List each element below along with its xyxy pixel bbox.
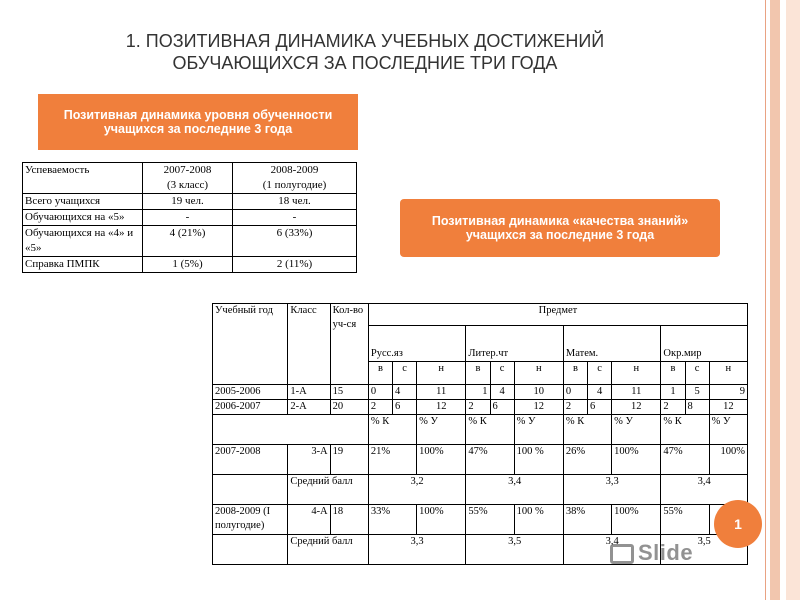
cell: 55% xyxy=(466,505,514,535)
table-row xyxy=(23,226,357,257)
cell: 12 xyxy=(417,400,466,415)
level-s: с xyxy=(685,361,709,384)
cell: 100% xyxy=(709,445,747,475)
cell: 2 xyxy=(466,400,490,415)
cell: 100 % xyxy=(514,505,563,535)
cell: 55% xyxy=(661,505,709,535)
avg-label: Средний балл xyxy=(288,475,368,505)
count-cell: 15 xyxy=(330,385,368,400)
badge-text: 1 xyxy=(734,516,742,532)
level-s: с xyxy=(490,361,514,384)
cell: 47% xyxy=(466,445,514,475)
avg-value: 3,3 xyxy=(563,475,661,505)
cell: 6 xyxy=(588,400,612,415)
cell: 1 xyxy=(466,385,490,400)
avg-value: 3,4 xyxy=(563,535,661,565)
banner-kachestvo xyxy=(400,199,720,257)
year-cell: 2007-2008 xyxy=(213,445,288,475)
title-line-1: 1. ПОЗИТИВНАЯ ДИНАМИКА УЧЕБНЫХ ДОСТИЖЕНИЙ xyxy=(125,31,605,51)
pct-label: % К xyxy=(563,415,611,445)
table-row xyxy=(213,415,748,445)
class-cell: 4-А xyxy=(288,505,330,535)
cell: 4 xyxy=(588,385,612,400)
pct-label: % У xyxy=(417,415,466,445)
count-cell: 19 xyxy=(330,445,368,475)
title-line-2: ОБУЧАЮЩИХСЯ ЗА ПОСЛЕДНИЕ ТРИ ГОДА xyxy=(172,53,558,73)
cell: 6 (33%) xyxy=(233,226,357,257)
level-n: н xyxy=(612,361,661,384)
table-header-row xyxy=(23,163,357,194)
cell: 1 (5%) xyxy=(143,257,233,273)
class-cell: 2-А xyxy=(288,400,330,415)
cell: 12 xyxy=(514,400,563,415)
cell: 11 xyxy=(417,385,466,400)
year-cell: 2005-2006 xyxy=(213,385,288,400)
table-row xyxy=(213,445,748,475)
watermark-text: Slide xyxy=(638,540,694,565)
avg-value: 3,2 xyxy=(368,475,466,505)
presentation-icon xyxy=(610,544,634,564)
cell: 18 чел. xyxy=(233,194,357,210)
header-class: (1 полугодие) xyxy=(262,179,327,191)
level-s: с xyxy=(588,361,612,384)
cell: 11 xyxy=(612,385,661,400)
cell: 1 xyxy=(661,385,685,400)
level-v: в xyxy=(661,361,685,384)
pct-label: % К xyxy=(466,415,514,445)
table-row xyxy=(23,194,357,210)
cell: 100 % xyxy=(514,445,563,475)
pct-label: % У xyxy=(612,415,661,445)
cell: - xyxy=(233,210,357,226)
cell: 6 xyxy=(392,400,416,415)
year-cell: 2008-2009 (I полугодие) xyxy=(213,505,288,535)
cell: 4 (21%) xyxy=(143,226,233,257)
avg-value: 3,4 xyxy=(466,475,564,505)
banner-text: Позитивная динамика «качества знаний» учащихся за последние 3 года xyxy=(431,214,689,242)
cell: 4 xyxy=(490,385,514,400)
border-stripe-outer xyxy=(786,0,800,600)
header-cell xyxy=(143,163,233,194)
cell: 19 чел. xyxy=(143,194,233,210)
row-label: Обучающихся на «4» и «5» xyxy=(23,226,143,257)
cell: 6 xyxy=(490,400,514,415)
subject-russian: Русс.яз xyxy=(368,326,466,361)
row-label: Обучающихся на «5» xyxy=(23,210,143,226)
cell: 10 xyxy=(514,385,563,400)
count-cell: 20 xyxy=(330,400,368,415)
header-cell: Успеваемость xyxy=(23,163,143,194)
cell: 100% xyxy=(612,505,661,535)
pct-label: % У xyxy=(709,415,747,445)
row-label: Всего учащихся xyxy=(23,194,143,210)
cell: 47% xyxy=(661,445,709,475)
cell: 21% xyxy=(368,445,416,475)
header-year: 2007-2008 xyxy=(163,164,212,176)
cell: 12 xyxy=(709,400,747,415)
blank-cell xyxy=(213,475,288,505)
cell: 0 xyxy=(368,385,392,400)
cell: 12 xyxy=(612,400,661,415)
page-title xyxy=(50,30,680,74)
cell: 38% xyxy=(563,505,611,535)
cell: 26% xyxy=(563,445,611,475)
table-row xyxy=(213,475,748,505)
header-class: Класс xyxy=(288,304,330,385)
border-stripe xyxy=(770,0,780,600)
class-cell: 1-А xyxy=(288,385,330,400)
header-year: Учебный год xyxy=(213,304,288,385)
cell: 4 xyxy=(392,385,416,400)
header-class: (3 класс) xyxy=(166,179,209,191)
slide-number-badge xyxy=(714,500,762,548)
class-cell: 3-А xyxy=(288,445,330,475)
level-n: н xyxy=(417,361,466,384)
cell: 5 xyxy=(685,385,709,400)
cell: 8 xyxy=(685,400,709,415)
subject-world: Окр.мир xyxy=(661,326,748,361)
pct-label: % У xyxy=(514,415,563,445)
blank-cell xyxy=(213,415,369,445)
cell: 100% xyxy=(612,445,661,475)
table-row xyxy=(213,385,748,400)
avg-value: 3,5 xyxy=(661,535,748,565)
avg-value: 3,5 xyxy=(466,535,564,565)
header-subject: Предмет xyxy=(368,304,747,326)
pct-label: % К xyxy=(368,415,416,445)
year-cell: 2006-2007 xyxy=(213,400,288,415)
cell: - xyxy=(143,210,233,226)
cell: 9 xyxy=(709,385,747,400)
cell: 2 xyxy=(368,400,392,415)
header-year: 2008-2009 xyxy=(270,164,319,176)
cell: 100% xyxy=(417,445,466,475)
header-cell xyxy=(233,163,357,194)
header-count: Кол-во уч-ся xyxy=(330,304,368,385)
avg-value: 3,3 xyxy=(368,535,466,565)
cell: 2 xyxy=(563,400,587,415)
table-kachestvo xyxy=(212,303,748,565)
table-row xyxy=(23,210,357,226)
cell: 100% xyxy=(417,505,466,535)
blank-cell xyxy=(213,535,288,565)
border-line xyxy=(765,0,766,600)
subject-literature: Литер.чт xyxy=(466,326,564,361)
cell: 2 xyxy=(661,400,685,415)
table-row xyxy=(23,257,357,273)
cell: 2 (11%) xyxy=(233,257,357,273)
pct-label: % К xyxy=(661,415,709,445)
subject-math: Матем. xyxy=(563,326,661,361)
level-s: с xyxy=(392,361,416,384)
table-row xyxy=(213,400,748,415)
table-uspevaemost xyxy=(22,162,357,273)
avg-value: 3,4 xyxy=(661,475,748,505)
count-cell: 18 xyxy=(330,505,368,535)
level-v: в xyxy=(563,361,587,384)
banner-obuchennost xyxy=(38,94,358,150)
row-label: Справка ПМПК xyxy=(23,257,143,273)
watermark xyxy=(610,540,693,566)
cell: 33% xyxy=(368,505,416,535)
level-n: н xyxy=(709,361,747,384)
banner-text: Позитивная динамика уровня обученности учащихся за последние 3 года xyxy=(63,108,333,136)
cell: 0 xyxy=(563,385,587,400)
level-n: н xyxy=(514,361,563,384)
avg-label: Средний балл xyxy=(288,535,368,565)
table-row xyxy=(213,505,748,535)
level-v: в xyxy=(368,361,392,384)
level-v: в xyxy=(466,361,490,384)
